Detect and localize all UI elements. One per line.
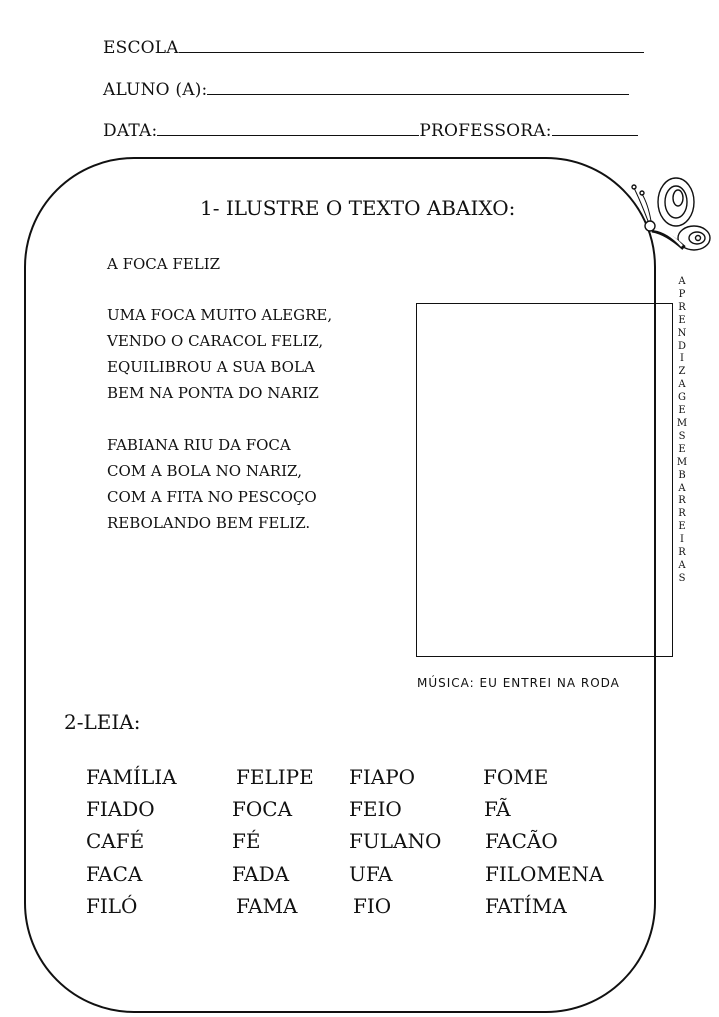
word: FATÍMA [485, 894, 567, 918]
butterfly-icon [618, 170, 718, 270]
vertical-letter: B [678, 469, 686, 481]
vertical-letter: I [680, 534, 684, 546]
word: FAMA [236, 894, 298, 918]
word: FILOMENA [485, 862, 604, 886]
vertical-letter: N [677, 327, 687, 339]
word: FÃ [484, 797, 511, 821]
section2-title: 2-LEIA: [64, 710, 141, 734]
vertical-letter: S [678, 572, 686, 584]
word: FELIPE [236, 765, 314, 789]
word: FEIO [349, 797, 402, 821]
word: FACA [86, 862, 143, 886]
word: FÉ [232, 829, 261, 853]
student-blank-line[interactable] [207, 80, 629, 95]
vertical-letter: I [680, 353, 684, 365]
vertical-letter: E [678, 405, 686, 417]
word: CAFÉ [86, 829, 145, 853]
vertical-letter: S [678, 430, 686, 442]
vertical-letter: D [677, 340, 687, 352]
poem-line: COM A BOLA NO NARIZ, [107, 462, 302, 480]
poem-title: A FOCA FELIZ [107, 255, 221, 273]
vertical-letter: P [678, 288, 686, 300]
word: FOME [483, 765, 549, 789]
word: UFA [349, 862, 393, 886]
vertical-letter: A [678, 482, 686, 494]
vertical-letter: R [678, 508, 686, 520]
vertical-letter: E [678, 521, 686, 533]
school-field[interactable] [103, 38, 644, 58]
poem-line: EQUILIBROU A SUA BOLA [107, 358, 315, 376]
date-label: DATA: [103, 121, 158, 141]
poem-line: UMA FOCA MUITO ALEGRE, [107, 306, 333, 324]
school-blank-line[interactable] [179, 38, 644, 53]
teacher-blank-line[interactable] [552, 121, 638, 136]
vertical-letter: E [678, 314, 686, 326]
vertical-letter: Z [678, 366, 686, 378]
word: FACÃO [485, 829, 558, 853]
word: FIO [353, 894, 392, 918]
drawing-box[interactable] [416, 303, 673, 657]
vertical-letter: A [678, 559, 686, 571]
school-label: ESCOLA [103, 38, 179, 58]
word: FADA [232, 862, 290, 886]
student-field[interactable] [103, 80, 629, 100]
vertical-letter: M [676, 417, 688, 429]
vertical-letter: G [678, 392, 686, 404]
vertical-letter: R [678, 547, 686, 559]
poem-line: BEM NA PONTA DO NARIZ [107, 384, 319, 402]
word: FILÓ [86, 894, 138, 918]
teacher-label: PROFESSORA: [419, 121, 552, 141]
date-blank-line[interactable] [157, 121, 419, 136]
poem-line: VENDO O CARACOL FELIZ, [107, 332, 324, 350]
word: FIADO [86, 797, 155, 821]
word: FULANO [349, 829, 442, 853]
vertical-text [676, 276, 688, 586]
word: FAMÍLIA [86, 765, 177, 789]
vertical-letter: M [676, 456, 688, 468]
music-caption: MÚSICA: EU ENTREI NA RODA [417, 676, 620, 690]
date-teacher-field[interactable] [103, 121, 638, 141]
poem-line: COM A FITA NO PESCOÇO [107, 488, 317, 506]
vertical-letter: A [678, 379, 686, 391]
word: FIAPO [349, 765, 416, 789]
word: FOCA [232, 797, 293, 821]
section1-title: 1- ILUSTRE O TEXTO ABAIXO: [200, 196, 516, 220]
vertical-letter: R [678, 495, 686, 507]
vertical-letter: R [678, 301, 686, 313]
poem-line: FABIANA RIU DA FOCA [107, 436, 291, 454]
vertical-letter: E [678, 443, 686, 455]
vertical-letter: A [678, 276, 686, 287]
student-label: ALUNO (A): [103, 80, 208, 100]
poem-line: REBOLANDO BEM FELIZ. [107, 514, 311, 532]
